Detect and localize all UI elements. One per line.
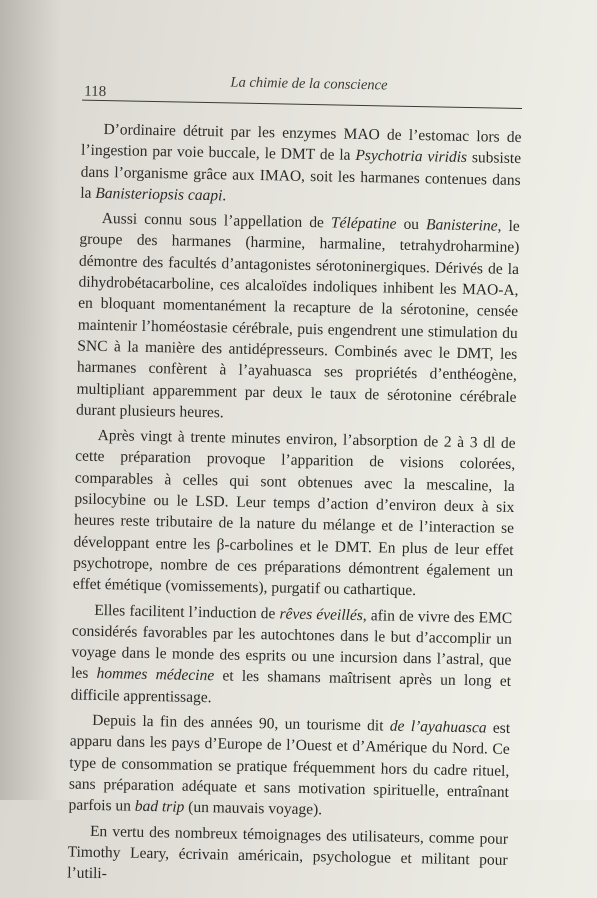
paragraph [73,425,516,604]
text-run: , le groupe des harmanes (harmine, harmaline, tetrahydroharmine) démontre des facultés d’antagonistes sérotoninergiques. Dérivés de la dihydrobétacarboline, ces alcaloïdes indoliques inhibent les MAO-A, en bloquant momentanément la recapture de la sérotonine, censée maintenir l’homéostasie cérébrale, puis engendrent une stimulation du SNC à la manière des antidépresseurs. Combinés avec le DMT, les harmanes confèrent à l’ayahuasca ses propriétés d’enthéogène, multipliant apparemment par deux le taux de sérotonine cérébrale durant plusieurs heures. [75,217,520,422]
italic-text-run: Psychotria viridis [355,147,468,167]
page-number: 118 [84,83,107,101]
text-run: et les shamans maîtrisent après un long et difficile apprentissage. [70,667,512,706]
text-run: Depuis la fin des années 90, un tourisme dit [92,711,390,735]
text-run: subsiste dans l’organisme grâce aux IMAO, soit les harmanes contenues dans la [80,149,522,202]
text-run: D’ordinaire détruit par les enzymes MAO de l’estomac lors de l’ingestion par voie buccale, le DMT de la [80,121,522,165]
page-header [82,72,522,110]
body-text [67,119,522,897]
text-run: est apparu dans les pays d’Europe de l’Ouest et d’Amérique du Nord. Ce type de consommation se pratique fréquemment hors du cadre rituel, sans préparation adéquate et sans motivation spirituelle, entraînant parfois un [68,719,511,815]
italic-text-run: hommes médecine [96,665,215,685]
running-title: La chimie de la conscience [230,74,388,94]
paragraph [76,208,520,429]
text-run: En vertu des nombreux témoignages des utilisateurs, comme pour Timothy Leary, écrivain américain, psychologue et militant pour l’utili- [67,822,509,883]
italic-text-run: Banisterine [425,216,498,235]
italic-text-run: Télépatine [330,214,397,233]
italic-text-run: de l’ayahuasca [389,717,487,737]
text-run: Après vingt à trente minutes environ, l’absorption de 2 à 3 dl de cette préparation provoque l’apparition de visions colorées, comparables à celles qui sont obtenues avec la mescaline, la psilocybine ou le LSD. Leur temps d’action d’environ deux à six heures reste tributaire de la nature du mélange et de l’interaction se développant entre les β-carbolines et le DMT. En plus de leur effet psychotrope, nombre de ces préparations démontrent également un effet émétique (vomissements), purgatif ou cathartique. [72,427,516,600]
paragraph [67,820,508,892]
header-rule [82,100,522,109]
italic-text-run: bad trip [134,797,185,816]
text-run: Elles facilitent l’induction de [94,601,280,623]
text-run: . [222,187,227,205]
text-run: Aussi connu sous l’appellation de [101,210,332,232]
text-run: ou [396,215,427,234]
text-run: (un mauvais voyage). [184,798,323,819]
italic-text-run: rêves éveillés [279,605,364,624]
paragraph [68,709,510,824]
paragraph [70,599,512,714]
text-run: , afin de vivre des EMC considérés favorables par les autochtones dans le but d’accomplir un voyage dans le monde des esprits ou une incursion dans l’astral, que les [70,606,513,683]
paragraph [80,119,522,213]
italic-text-run: Banisteriopsis caapi [95,184,223,205]
